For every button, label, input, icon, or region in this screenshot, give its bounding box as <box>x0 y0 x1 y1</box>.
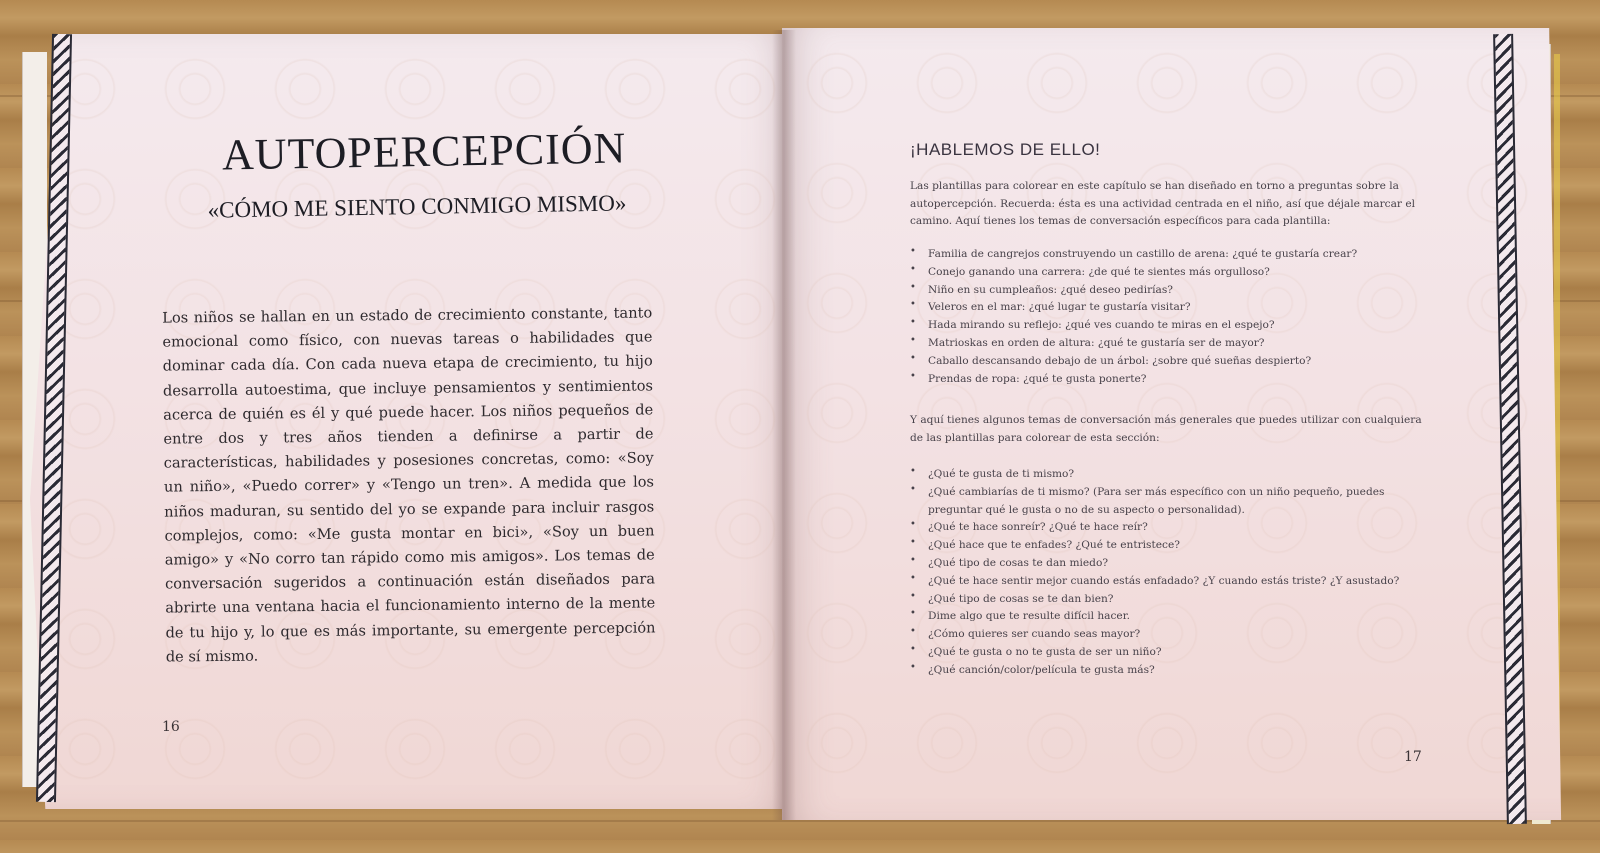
intro-text <box>910 178 1430 231</box>
list-item: • ¿Qué tipo de cosas te dan miedo? <box>910 555 1430 573</box>
list-item: • Caballo descansando debajo de un árbol: ¿sobre qué sueñas despierto? <box>910 353 1430 371</box>
list-item: • Hada mirando su reflejo: ¿qué ves cuando te miras en el espejo? <box>910 317 1430 335</box>
list-item: • Veleros en el mar: ¿qué lugar te gustaría visitar? <box>910 299 1430 317</box>
list-item: • ¿Cómo quieres ser cuando seas mayor? <box>910 626 1430 644</box>
list-item: • ¿Qué canción/color/película te gusta más? <box>910 662 1430 680</box>
list-item: • ¿Qué te hace sonreír? ¿Qué te hace reír? <box>910 519 1430 537</box>
general-topics-list <box>910 466 1430 680</box>
general-intro-text <box>910 412 1430 447</box>
list-item: • Prendas de ropa: ¿qué te gusta ponerte? <box>910 371 1430 389</box>
chapter-title: AUTOPERCEPCIÓN <box>221 123 627 180</box>
list-item: • ¿Qué tipo de cosas se te dan bien? <box>910 591 1430 609</box>
chapter-subtitle: «CÓMO ME SIENTO CONMIGO MISMO» <box>207 190 627 223</box>
open-book <box>12 14 1592 826</box>
list-item: • Familia de cangrejos construyendo un castillo de arena: ¿qué te gustaría crear? <box>910 246 1430 264</box>
intro-paragraph: Las plantillas para colorear en este capítulo se han diseñado en torno a preguntas sobre la autopercepción. Recuerda: ésta es una actividad centrada en el niño, así que déjale marcar el camino. Aquí tienes los temas de conversación específicos para cada plantilla: <box>910 180 1416 228</box>
list-item: • Dime algo que te resulte difícil hacer. <box>910 608 1430 626</box>
book-spine-crease <box>772 30 796 820</box>
list-item: • ¿Qué te gusta de ti mismo? <box>910 466 1430 484</box>
list-item: • Matrioskas en orden de altura: ¿qué te gustaría ser de mayor? <box>910 335 1430 353</box>
section-heading: ¡HABLEMOS DE ELLO! <box>910 140 1101 159</box>
list-item: • ¿Qué hace que te enfades? ¿Qué te entristece? <box>910 537 1430 555</box>
general-intro-paragraph: Y aquí tienes algunos temas de conversación más generales que puedes utilizar con cualquiera de las plantillas para colorear de esta sección: <box>910 414 1422 444</box>
chapter-body <box>162 301 656 669</box>
specific-topics-list <box>910 246 1430 388</box>
list-item: • ¿Qué cambiarías de ti mismo? (Para ser más específico con un niño pequeño, puedes preguntar qué le gusta o no de su aspecto o personalidad). <box>910 484 1430 520</box>
body-paragraph: Los niños se hallan en un estado de crecimiento constante, tanto emocional como físico, con nuevas tareas o habilidades que dominar cada día. Con cada nueva etapa de crecimiento, tu hijo desarrolla autoestima, que incluye pensamientos y sentimientos acerca de quién es él y qué puede hacer. Los niños pequeños de entre dos y tres años tienden a definirse a partir de características, habilidades y posesiones concretas, como: «Soy un niño», «Puedo correr» y «Tengo un tren». A medida que los niños maduran, su sentido del yo se expande para incluir rasgos complejos, como: «Me gusta montar en bici», «Soy un buen amigo» y «No corro tan rápido como mis amigos». Los temas de conversación sugeridos a continuación están diseñados para abrirte una ventana hacia el funcionamiento interno de la mente de tu hijo y, lo que es más importante, su emergente percepción de sí mismo. <box>162 304 656 666</box>
page-number-right: 17 <box>1404 749 1422 765</box>
list-item: • ¿Qué te hace sentir mejor cuando estás enfadado? ¿Y cuando estás triste? ¿Y asustado? <box>910 573 1430 591</box>
page-number-left: 16 <box>162 719 180 735</box>
list-item: • Niño en su cumpleaños: ¿qué deseo pedirías? <box>910 282 1430 300</box>
list-item: • Conejo ganando una carrera: ¿de qué te sientes más orgulloso? <box>910 264 1430 282</box>
list-item: • ¿Qué te gusta o no te gusta de ser un niño? <box>910 644 1430 662</box>
